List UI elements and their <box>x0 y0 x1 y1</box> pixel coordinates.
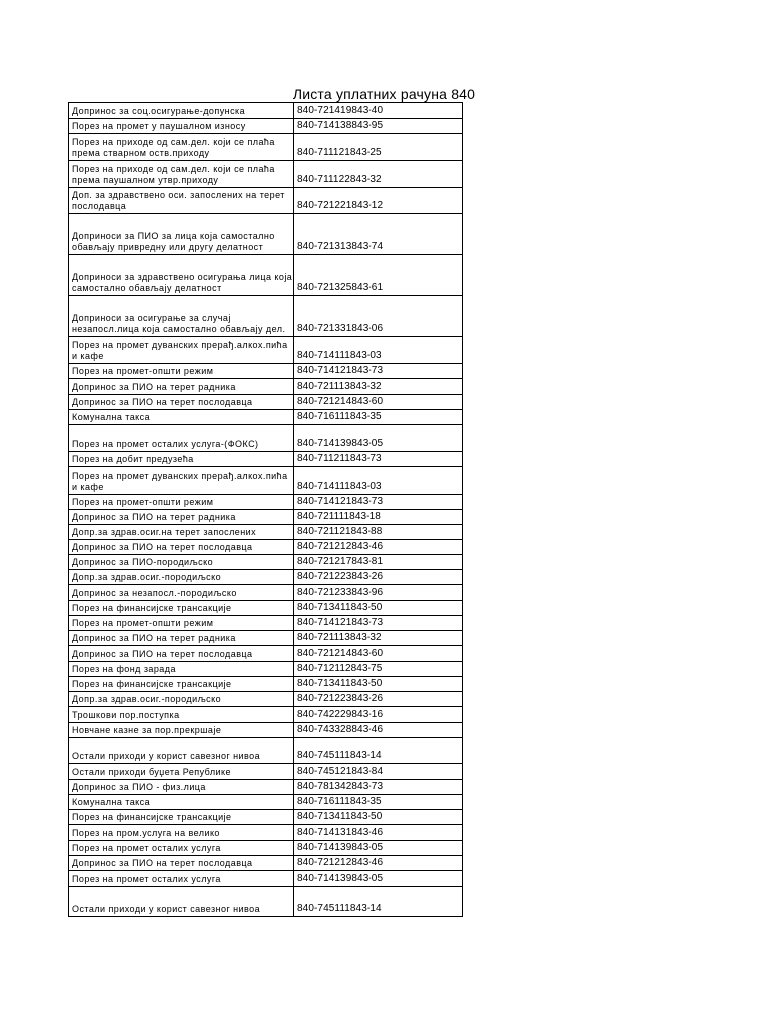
table-row <box>69 540 463 555</box>
payment-type-cell: Допр.за здрав.осиг.на терет запослених <box>69 525 294 540</box>
table-row <box>69 467 463 495</box>
payment-type-cell: Допринос за ПИО на терет радника <box>69 379 294 395</box>
table-row <box>69 616 463 631</box>
payment-type-cell: Порез на финансијске трансакције <box>69 677 294 692</box>
account-number-cell: 840-721223843-26 <box>294 570 463 585</box>
account-number-cell: 840-745121843-84 <box>294 764 463 780</box>
table-row <box>69 780 463 795</box>
payment-type-cell: Остали приходи у корист савезног нивоа <box>69 887 294 917</box>
payment-type-cell: Допринос за ПИО на терет послодавца <box>69 395 294 410</box>
table-row <box>69 841 463 856</box>
payment-type-cell: Порез на финансијске трансакције <box>69 601 294 616</box>
account-number-cell: 840-721325843-61 <box>294 255 463 296</box>
payment-type-cell: Порез на пром.услуга на велико <box>69 825 294 841</box>
payment-type-cell: Порез на приходе од сам.дел. који се плаћа према стварном оств.приходу <box>69 134 294 161</box>
table-row <box>69 379 463 395</box>
payment-type-cell: Допр.за здрав.осиг.-породиљско <box>69 570 294 585</box>
payment-type-cell: Доприноси за осигурање за случај незапосл.лица која самостално обављају дел. <box>69 296 294 337</box>
table-row <box>69 887 463 917</box>
payment-type-cell: Допринос за ПИО на терет послодавца <box>69 646 294 662</box>
payment-type-cell: Порез на промет у паушалном износу <box>69 119 294 134</box>
table-row <box>69 825 463 841</box>
account-number-cell: 840-721121843-88 <box>294 525 463 540</box>
table-row <box>69 525 463 540</box>
payment-type-cell: Комунална такса <box>69 410 294 425</box>
table-row <box>69 555 463 570</box>
account-number-cell: 840-721217843-81 <box>294 555 463 570</box>
payment-type-cell: Допринос за ПИО-породиљско <box>69 555 294 570</box>
table-row <box>69 495 463 510</box>
account-number-cell: 840-714139843-05 <box>294 841 463 856</box>
account-number-cell: 840-721419843-40 <box>294 103 463 119</box>
table-row <box>69 425 463 452</box>
account-number-cell: 840-716111843-35 <box>294 410 463 425</box>
account-number-cell: 840-714111843-03 <box>294 467 463 495</box>
account-number-cell: 840-742229843-16 <box>294 707 463 723</box>
table-row <box>69 692 463 707</box>
table-row <box>69 161 463 188</box>
account-number-cell: 840-745111843-14 <box>294 887 463 917</box>
table-row <box>69 452 463 467</box>
account-number-cell: 840-721223843-26 <box>294 692 463 707</box>
table-row <box>69 795 463 810</box>
payment-type-cell: Остали приходи у корист савезног нивоа <box>69 738 294 764</box>
account-number-cell: 840-714131843-46 <box>294 825 463 841</box>
table-row <box>69 119 463 134</box>
payment-type-cell: Допринос за ПИО на терет радника <box>69 631 294 646</box>
account-number-cell: 840-781342843-73 <box>294 780 463 795</box>
account-table <box>68 102 463 917</box>
payment-type-cell: Доприноси за здравствено осигурања лица која самостално обављају делатност <box>69 255 294 296</box>
payment-type-cell: Допринос за ПИО - физ.лица <box>69 780 294 795</box>
payment-type-cell: Допр.за здрав.осиг.-породиљско <box>69 692 294 707</box>
table-row <box>69 395 463 410</box>
table-row <box>69 510 463 525</box>
table-row <box>69 738 463 764</box>
payment-type-cell: Порез на промет осталих услуга <box>69 871 294 887</box>
payment-type-cell: Допринос за незапосл.-породиљско <box>69 585 294 601</box>
account-number-cell: 840-711122843-32 <box>294 161 463 188</box>
payment-type-cell: Порез на промет осталих услуга <box>69 841 294 856</box>
account-number-cell: 840-721113843-32 <box>294 631 463 646</box>
table-row <box>69 677 463 692</box>
table-row <box>69 631 463 646</box>
payment-type-cell: Порез на промет осталих услуга-(ФОКС) <box>69 425 294 452</box>
payment-type-cell: Порез на промет-општи режим <box>69 495 294 510</box>
table-row <box>69 646 463 662</box>
account-number-cell: 840-714121843-73 <box>294 495 463 510</box>
account-number-cell: 840-721111843-18 <box>294 510 463 525</box>
account-number-cell: 840-714138843-95 <box>294 119 463 134</box>
table-row <box>69 570 463 585</box>
account-number-cell: 840-721212843-46 <box>294 856 463 871</box>
payment-type-cell: Допринос за соц.осигурање-допунска <box>69 103 294 119</box>
payment-type-cell: Порез на промет-општи режим <box>69 616 294 631</box>
payment-type-cell: Порез на добит предузећа <box>69 452 294 467</box>
account-number-cell: 840-713411843-50 <box>294 601 463 616</box>
table-row <box>69 585 463 601</box>
account-number-cell: 840-713411843-50 <box>294 677 463 692</box>
account-number-cell: 840-721214843-60 <box>294 646 463 662</box>
payment-type-cell: Допринос за ПИО на терет послодавца <box>69 856 294 871</box>
account-number-cell: 840-713411843-50 <box>294 810 463 825</box>
account-number-cell: 840-721212843-46 <box>294 540 463 555</box>
table-row <box>69 337 463 364</box>
table-row <box>69 810 463 825</box>
account-number-cell: 840-714139843-05 <box>294 425 463 452</box>
account-number-cell: 840-721331843-06 <box>294 296 463 337</box>
page-title: Листа уплатних рачуна 840 <box>292 86 476 102</box>
table-row <box>69 296 463 337</box>
payment-type-cell: Остали приходи буџета Републике <box>69 764 294 780</box>
table-row <box>69 662 463 677</box>
payment-type-cell: Порез на промет дуванских прерађ.алкох.пића и кафе <box>69 467 294 495</box>
table-row <box>69 410 463 425</box>
payment-type-cell: Порез на фонд зарада <box>69 662 294 677</box>
payment-type-cell: Трошкови пор.поступка <box>69 707 294 723</box>
payment-type-cell: Порез на промет-општи режим <box>69 364 294 379</box>
table-row <box>69 364 463 379</box>
table-row <box>69 255 463 296</box>
account-number-cell: 840-714121843-73 <box>294 364 463 379</box>
table-row <box>69 707 463 723</box>
account-number-cell: 840-711121843-25 <box>294 134 463 161</box>
account-number-cell: 840-714121843-73 <box>294 616 463 631</box>
table-row <box>69 764 463 780</box>
payment-type-cell: Порез на финансијске трансакције <box>69 810 294 825</box>
table-row <box>69 188 463 214</box>
account-number-cell: 840-721113843-32 <box>294 379 463 395</box>
payment-type-cell: Комунална такса <box>69 795 294 810</box>
table-row <box>69 134 463 161</box>
payment-type-cell: Доприноси за ПИО за лица која самостално обављају привредну или другу делатност <box>69 214 294 255</box>
account-number-cell: 840-721214843-60 <box>294 395 463 410</box>
table-row <box>69 856 463 871</box>
account-number-cell: 840-745111843-14 <box>294 738 463 764</box>
account-number-cell: 840-721221843-12 <box>294 188 463 214</box>
account-number-cell: 840-721233843-96 <box>294 585 463 601</box>
account-number-cell: 840-743328843-46 <box>294 723 463 738</box>
account-number-cell: 840-721313843-74 <box>294 214 463 255</box>
table-body <box>69 103 463 917</box>
account-number-cell: 840-714139843-05 <box>294 871 463 887</box>
payment-type-cell: Доп. за здравствено оси. запослених на терет послодавца <box>69 188 294 214</box>
payment-type-cell: Допринос за ПИО на терет радника <box>69 510 294 525</box>
payment-type-cell: Новчане казне за пор.прекршаје <box>69 723 294 738</box>
account-number-cell: 840-716111843-35 <box>294 795 463 810</box>
account-number-cell: 840-712112843-75 <box>294 662 463 677</box>
payment-type-cell: Порез на приходе од сам.дел. који се плаћа према паушалном утвр.приходу <box>69 161 294 188</box>
table-row <box>69 871 463 887</box>
table-row <box>69 601 463 616</box>
table-row <box>69 214 463 255</box>
table-row <box>69 103 463 119</box>
payment-type-cell: Допринос за ПИО на терет послодавца <box>69 540 294 555</box>
account-number-cell: 840-714111843-03 <box>294 337 463 364</box>
account-number-cell: 840-711211843-73 <box>294 452 463 467</box>
payment-type-cell: Порез на промет дуванских прерађ.алкох.пића и кафе <box>69 337 294 364</box>
table-row <box>69 723 463 738</box>
